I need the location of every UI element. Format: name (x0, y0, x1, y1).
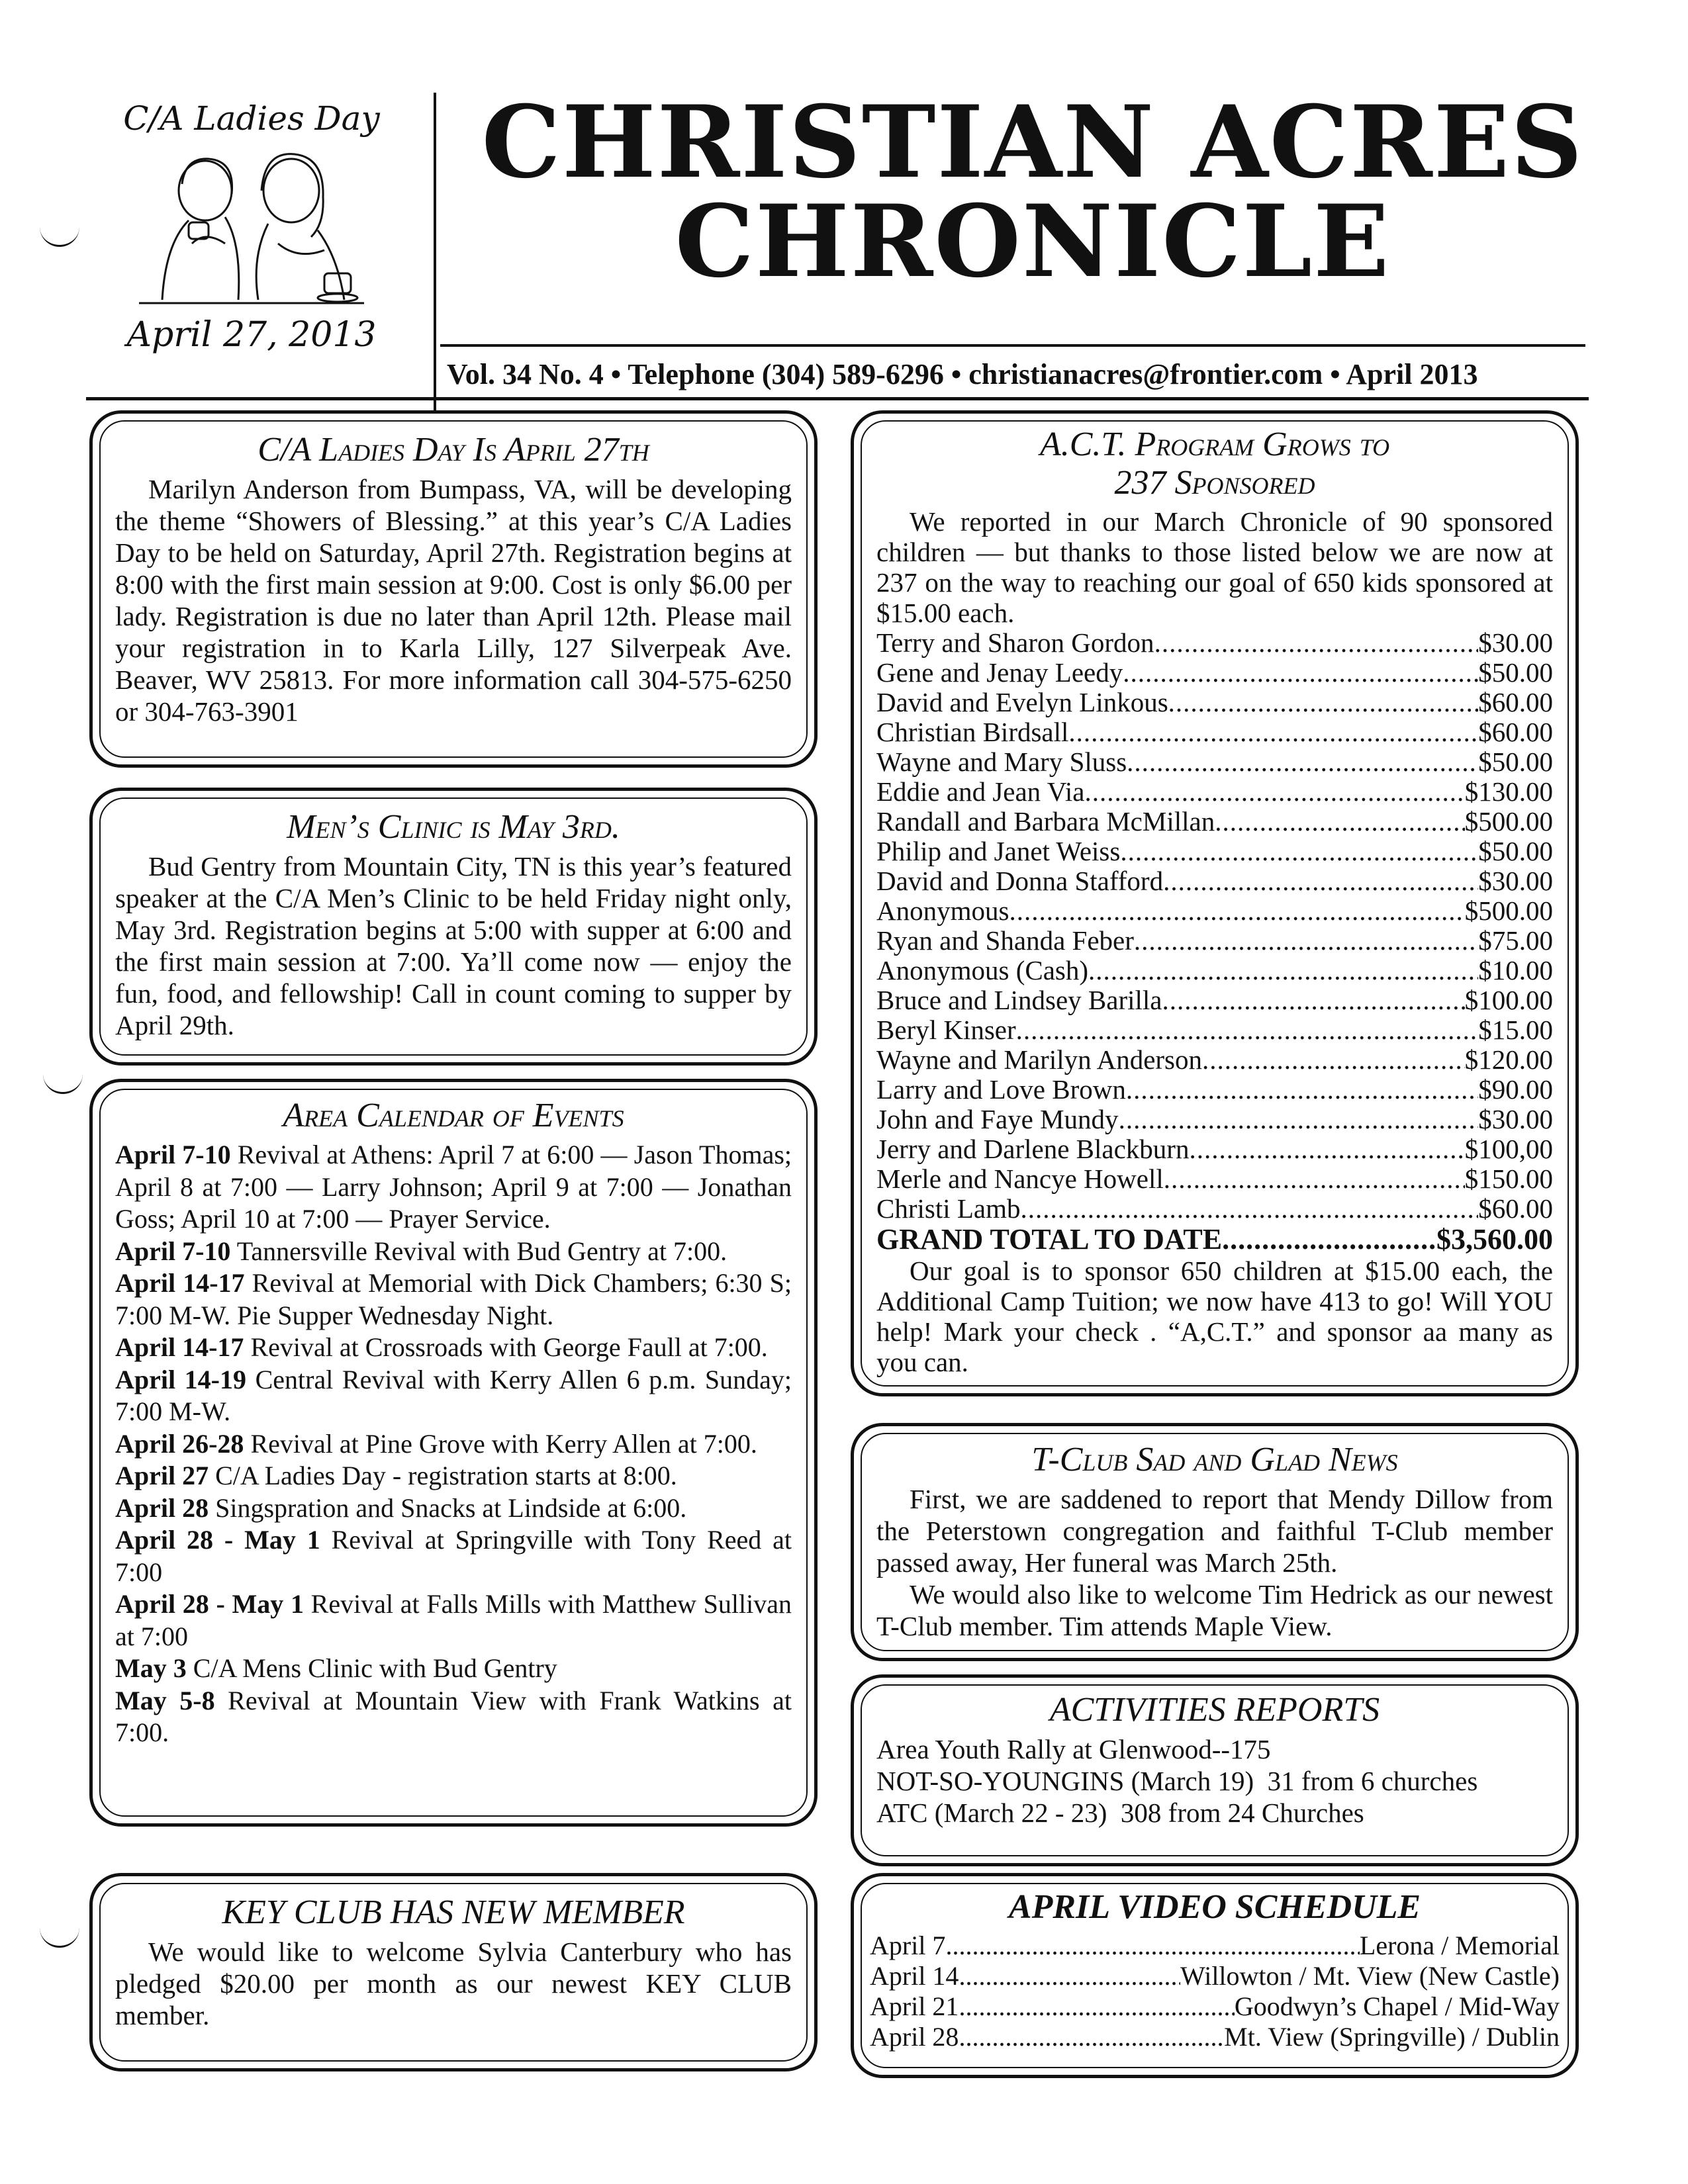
donor-name: Anonymous (Cash) (876, 955, 1089, 985)
calendar-event (115, 1236, 792, 1268)
tclub-para-2: We would also like to welcome Tim Hedrick as our newest T-Club member. Tim attends Maple View. (876, 1579, 1553, 1641)
leader-dots (1154, 628, 1479, 658)
event-date: April 28 (115, 1492, 209, 1523)
video-heading: APRIL VIDEO SCHEDULE (1008, 1888, 1421, 1926)
title-line-1: CHRISTIAN ACRES (481, 84, 1584, 201)
grand-total-label: GRAND TOTAL TO DATE (876, 1223, 1223, 1255)
donor-amount: $10.00 (1478, 955, 1553, 985)
masthead-rule (86, 397, 1589, 400)
donor-name: Beryl Kinser (876, 1015, 1016, 1045)
activities-list (876, 1733, 1553, 1829)
donor-amount: $90.00 (1478, 1074, 1553, 1105)
leader-dots (1126, 1075, 1478, 1105)
leader-dots (1009, 896, 1464, 926)
activity-line: NOT-SO-YOUNGINS (March 19) 31 from 6 churches (876, 1766, 1478, 1796)
donor-amount: $100.00 (1464, 985, 1553, 1015)
leader-dots (1084, 777, 1464, 807)
activity-line: Area Youth Rally at Glenwood--175 (876, 1734, 1271, 1764)
calendar-event (115, 1685, 792, 1749)
mens-clinic-box (89, 788, 818, 1066)
donor-name: Eddie and Jean Via (876, 776, 1085, 807)
leader-dots (1202, 1045, 1465, 1075)
tclub-para-1: First, we are saddened to report that Mendy Dillow from the Peterstown congregation and faithful T-Club member passed away, Her funeral was March 25th. (876, 1484, 1553, 1578)
event-date: April 28 - May 1 (115, 1589, 304, 1619)
donor-row (876, 717, 1553, 747)
video-place: Goodwyn’s Chapel / Mid-Way (1234, 1991, 1560, 2021)
event-date: April 26-28 (115, 1428, 244, 1459)
donor-row (876, 956, 1553, 985)
title-rule (440, 344, 1585, 347)
event-date: April 7-10 (115, 1236, 231, 1266)
event-text: Revival at Mountain View with Frank Watkins at 7:00. (115, 1685, 792, 1747)
video-row (870, 1961, 1560, 1991)
donor-amount: $500.00 (1464, 806, 1553, 837)
leader-dots (1119, 1105, 1479, 1134)
donor-row (876, 747, 1553, 777)
donor-amount: $30.00 (1478, 1104, 1553, 1134)
calendar-box (89, 1079, 818, 1827)
leader-dots (959, 1961, 1180, 1991)
donor-amount: $30.00 (1478, 866, 1553, 896)
act-heading-2: 237 Sponsored (1114, 464, 1315, 502)
video-place: Mt. View (Springville) / Dublin (1224, 2022, 1560, 2052)
event-text: Revival at Crossroads with George Faull at 7:00. (250, 1332, 768, 1362)
leader-dots (1164, 1164, 1465, 1194)
donor-name: Merle and Nancye Howell (876, 1163, 1164, 1194)
donor-row (876, 658, 1553, 688)
event-text: Revival at Springville with Tony Reed at 7:00 (115, 1525, 792, 1587)
video-place: Lerona / Memorial (1359, 1931, 1560, 1960)
leader-dots (1021, 1194, 1479, 1224)
event-date: April 7-10 (115, 1140, 231, 1169)
leader-dots (945, 1931, 1359, 1961)
tclub-box (851, 1423, 1579, 1661)
leader-dots (1120, 837, 1478, 866)
video-row (870, 1991, 1560, 2022)
event-text: Revival at Memorial with Dick Chambers; 6:30 S; 7:00 M-W. Pie Supper Wednesday Night. (115, 1268, 792, 1330)
leader-dots (1068, 717, 1478, 747)
donor-name: John and Faye Mundy (876, 1104, 1119, 1134)
calendar-event (115, 1428, 792, 1461)
donor-row (876, 807, 1553, 837)
donor-row (876, 688, 1553, 717)
video-row (870, 2022, 1560, 2052)
title-line-2: CHRONICLE (675, 183, 1391, 300)
badge-title: C/A Ladies Day (123, 99, 380, 138)
event-text: Central Revival with Kerry Allen 6 p.m. Sunday; 7:00 M-W. (115, 1364, 792, 1426)
video-date: April 28 (870, 2022, 959, 2052)
donor-row (876, 1194, 1553, 1224)
margin-mark (40, 1919, 79, 1948)
donor-amount: $60.00 (1478, 1193, 1553, 1224)
event-date: April 14-17 (115, 1332, 244, 1362)
video-date: April 7 (870, 1931, 946, 1960)
calendar-event (115, 1364, 792, 1428)
event-date: May 5-8 (115, 1685, 215, 1715)
tclub-heading: T-Club Sad and Glad News (1031, 1441, 1398, 1479)
activities-heading: ACTIVITIES REPORTS (1049, 1691, 1380, 1729)
donor-row (876, 1075, 1553, 1105)
donor-row (876, 1134, 1553, 1164)
leader-dots (1168, 688, 1479, 717)
calendar-event (115, 1653, 792, 1685)
act-intro: We reported in our March Chronicle of 90 sponsored children — but thanks to those listed below we are now at 237 on the way to reaching our goal of 650 kids sponsored at $15.00 each. (876, 506, 1553, 628)
donor-name: Anonymous (876, 895, 1009, 926)
event-text: C/A Ladies Day - registration starts at 8:00. (215, 1461, 677, 1490)
grand-total-amount: $3,560.00 (1436, 1223, 1553, 1255)
donor-row (876, 628, 1553, 658)
leader-dots (1088, 956, 1478, 985)
donor-name: Bruce and Lindsey Barilla (876, 985, 1162, 1015)
act-closing: Our goal is to sponsor 650 children at $15.00 each, the Additional Camp Tuition; we now have 413 to go! Will YOU help! Mark your check . “A,C.T.” and sponsor aa many as you can. (876, 1255, 1553, 1377)
donor-amount: $60.00 (1478, 717, 1553, 747)
donor-name: Philip and Janet Weiss (876, 836, 1121, 866)
donor-row (876, 837, 1553, 866)
donor-amount: $60.00 (1478, 687, 1553, 717)
donor-name: Gene and Jenay Leedy (876, 657, 1123, 688)
donor-name: Larry and Love Brown (876, 1074, 1126, 1105)
calendar-event (115, 1588, 792, 1653)
activity-line: ATC (March 22 - 23) 308 from 24 Churches (876, 1797, 1364, 1828)
leader-dots (1123, 658, 1478, 688)
calendar-event (115, 1460, 792, 1492)
act-box (851, 410, 1579, 1396)
donor-amount: $50.00 (1478, 747, 1553, 777)
key-club-heading: KEY CLUB HAS NEW MEMBER (222, 1893, 685, 1931)
donor-row (876, 1045, 1553, 1075)
donor-row (876, 1105, 1553, 1134)
video-date: April 14 (870, 1961, 959, 1991)
leader-dots (1215, 807, 1465, 837)
key-club-box (89, 1873, 818, 2071)
video-place: Willowton / Mt. View (New Castle) (1180, 1961, 1560, 1991)
mens-clinic-body: Bud Gentry from Mountain City, TN is this year’s featured speaker at the C/A Men’s Clinic to be held Friday night only, May 3rd. Registration begins at 5:00 with supper at 6:00 and the first main session at 7:00. Ya’ll come now — enjoy the fun, food, and fellowship! Call in count coming to supper by April 29th. (115, 851, 792, 1040)
donor-amount: $100,00 (1464, 1134, 1553, 1164)
event-text: C/A Mens Clinic with Bud Gentry (193, 1653, 557, 1683)
video-date: April 21 (870, 1991, 959, 2021)
video-list (870, 1931, 1560, 2052)
donor-row (876, 777, 1553, 807)
donor-name: David and Evelyn Linkous (876, 687, 1168, 717)
leader-dots (1162, 985, 1465, 1015)
masthead-divider (434, 93, 436, 410)
donor-row (876, 926, 1553, 956)
donor-name: David and Donna Stafford (876, 866, 1164, 896)
leader-dots (1016, 1015, 1479, 1045)
margin-mark (40, 218, 79, 247)
donor-amount: $150.00 (1464, 1163, 1553, 1194)
leader-dots (1189, 1134, 1464, 1164)
donor-name: Jerry and Darlene Blackburn (876, 1134, 1190, 1164)
margin-mark (43, 1066, 83, 1094)
key-club-body: We would like to welcome Sylvia Canterbury who has pledged $20.00 per month as our newest KEY CLUB member. (115, 1936, 792, 2030)
donor-amount: $15.00 (1478, 1015, 1553, 1045)
donor-name: Wayne and Mary Sluss (876, 747, 1127, 777)
donor-amount: $50.00 (1478, 836, 1553, 866)
donor-name: Wayne and Marilyn Anderson (876, 1044, 1202, 1075)
donor-name: Christi Lamb (876, 1193, 1021, 1224)
donor-amount: $500.00 (1464, 895, 1553, 926)
calendar-event (115, 1139, 792, 1236)
event-list (115, 1139, 792, 1749)
ladies-day-body: Marilyn Anderson from Bumpass, VA, will be developing the theme “Showers of Blessing.” at this year’s C/A Ladies Day to be held on Saturday, April 27th. Registration begins at 8:00 with the first main session at 9:00. Cost is only $6.00 per lady. Registration is due no later than April 12th. Please mail your registration in to Karla Lilly, 127 Silverpeak Ave. Beaver, WV 25813. For more information call 304-575-6250 or 304-763-3901 (115, 474, 792, 727)
calendar-event (115, 1492, 792, 1525)
donor-row (876, 985, 1553, 1015)
badge-date: April 27, 2013 (126, 315, 377, 355)
leader-dots (1127, 747, 1478, 777)
calendar-event (115, 1267, 792, 1332)
ladies-day-box (89, 410, 818, 768)
donor-row (876, 866, 1553, 896)
donor-name: Randall and Barbara McMillan (876, 806, 1215, 837)
event-text: Revival at Falls Mills with Matthew Sullivan at 7:00 (115, 1589, 792, 1651)
ladies-day-badge (86, 99, 417, 377)
donor-row (876, 896, 1553, 926)
donor-row (876, 1015, 1553, 1045)
event-date: April 28 - May 1 (115, 1525, 320, 1555)
donor-name: Terry and Sharon Gordon (876, 627, 1154, 658)
mens-clinic-heading: Men’s Clinic is May 3rd. (287, 808, 620, 846)
donor-name: Ryan and Shanda Feber (876, 925, 1134, 956)
donor-name: Christian Birdsall (876, 717, 1069, 747)
activities-box (851, 1674, 1579, 1866)
grand-total-row (876, 1224, 1553, 1255)
act-heading-1: A.C.T. Program Grows to (1039, 426, 1390, 463)
donor-amount: $120.00 (1464, 1044, 1553, 1075)
donor-row (876, 1164, 1553, 1194)
leader-dots (959, 1991, 1234, 2022)
event-date: April 14-17 (115, 1268, 245, 1298)
video-row (870, 1931, 1560, 1961)
donor-amount: $30.00 (1478, 627, 1553, 658)
event-text: Revival at Pine Grove with Kerry Allen at 7:00. (250, 1428, 757, 1459)
event-text: Singspration and Snacks at Lindside at 6:00. (215, 1492, 687, 1523)
donor-amount: $50.00 (1478, 657, 1553, 688)
calendar-event (115, 1524, 792, 1588)
event-date: May 3 (115, 1653, 187, 1683)
calendar-heading: Area Calendar of Events (283, 1097, 624, 1134)
calendar-event (115, 1332, 792, 1364)
leader-dots (959, 2022, 1224, 2052)
leader-dots (1134, 926, 1478, 956)
event-date: April 27 (115, 1461, 209, 1490)
video-box (851, 1873, 1579, 2078)
issue-info-line: Vol. 34 No. 4 • Telephone (304) 589-6296 • christianacres@frontier.com • April 2013 (447, 358, 1478, 390)
event-date: April 14-19 (115, 1364, 247, 1394)
leader-dots (1163, 866, 1478, 896)
ladies-illustration (126, 144, 377, 310)
ladies-day-heading: C/A Ladies Day Is April 27th (258, 431, 649, 469)
newsletter-title (457, 84, 1609, 300)
event-text: Revival at Athens: April 7 at 6:00 — Jason Thomas; April 8 at 7:00 — Larry Johnson; April 9 at 7:00 — Jonathan Goss; April 10 at 7:00 — Prayer Service. (115, 1140, 792, 1234)
donor-list (876, 628, 1553, 1224)
donor-amount: $75.00 (1478, 925, 1553, 956)
event-text: Tannersville Revival with Bud Gentry at 7:00. (236, 1236, 727, 1266)
donor-amount: $130.00 (1464, 776, 1553, 807)
